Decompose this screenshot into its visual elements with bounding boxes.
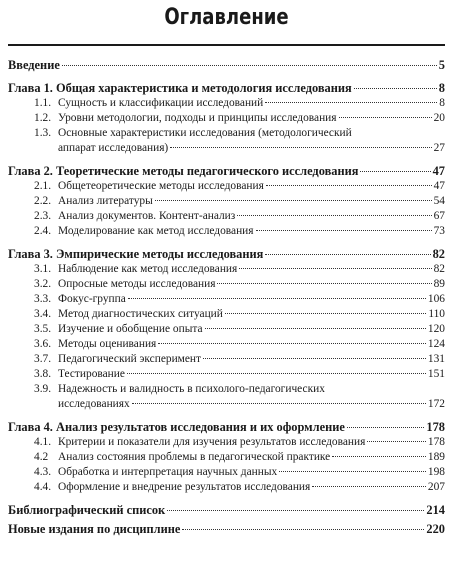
- toc-section-number: 3.8.: [34, 368, 52, 380]
- dot-leader: [205, 328, 426, 329]
- dot-leader: [367, 441, 426, 442]
- toc-section-number: 3.2.: [34, 278, 52, 290]
- toc-section-2-4[interactable]: [8, 224, 445, 239]
- toc-entry-label: Глава 2. Теоретические методы педагогического исследования: [8, 164, 359, 178]
- toc-entry-label: Методы оценивания: [58, 338, 157, 350]
- toc-page-number: 8: [439, 97, 445, 109]
- dot-leader: [266, 185, 432, 186]
- toc-page-number: 67: [433, 210, 445, 222]
- table-of-contents: [8, 58, 445, 537]
- toc-page-number: 172: [427, 398, 445, 410]
- toc-entry-label: Глава 4. Анализ результатов исследования и их оформление: [8, 420, 345, 434]
- toc-page-number: 82: [433, 263, 445, 275]
- toc-entry-label: Уровни методологии, подходы и принципы исследования: [58, 112, 337, 124]
- toc-section-2-1[interactable]: [8, 179, 445, 194]
- toc-section-3-2[interactable]: [8, 277, 445, 292]
- toc-entry-new-editions[interactable]: [8, 522, 445, 537]
- toc-entry-label: Наблюдение как метод исследования: [58, 263, 238, 275]
- dot-leader: [265, 254, 430, 255]
- dot-leader: [127, 373, 426, 374]
- toc-section-number: 1.3.: [34, 127, 52, 139]
- toc-entry-label: Анализ документов. Контент-анализ: [58, 210, 236, 222]
- toc-chapter-3[interactable]: [8, 247, 445, 262]
- toc-section-number: 4.2: [34, 451, 49, 463]
- dot-leader: [128, 298, 426, 299]
- toc-entry-label: Моделирование как метод исследования: [58, 225, 254, 237]
- toc-entry-label: Сущность и классификации исследований: [58, 97, 264, 109]
- dot-leader: [170, 147, 431, 148]
- toc-entry-label: Надежность и валидность в психолого-педагогических: [58, 383, 325, 395]
- toc-entry-label: Основные характеристики исследования (методологический: [58, 127, 352, 139]
- toc-section-1-3[interactable]: [8, 126, 445, 156]
- toc-entry-label: Глава 3. Эмпирические методы исследования: [8, 247, 264, 261]
- dot-leader: [360, 171, 430, 172]
- toc-entry-label: Метод диагностических ситуаций: [58, 308, 223, 320]
- toc-page-number: 20: [433, 112, 445, 124]
- toc-section-3-7[interactable]: [8, 352, 445, 367]
- dot-leader: [132, 403, 426, 404]
- page-title: Оглавление: [164, 5, 289, 30]
- toc-entry-label: Оформление и внедрение результатов исследования: [58, 481, 311, 493]
- dot-leader: [225, 313, 426, 314]
- toc-section-3-3[interactable]: [8, 292, 445, 307]
- toc-page-number: 151: [427, 368, 445, 380]
- toc-entry-label: Библиографический список: [8, 503, 166, 517]
- toc-page-number: 120: [427, 323, 445, 335]
- toc-page-number: 189: [427, 451, 445, 463]
- toc-entry-label: Новые издания по дисциплине: [8, 522, 181, 536]
- toc-section-number: 3.5.: [34, 323, 52, 335]
- toc-section-number: 4.3.: [34, 466, 52, 478]
- toc-chapter-1[interactable]: [8, 81, 445, 96]
- toc-entry-label: Педагогический эксперимент: [58, 353, 202, 365]
- toc-page-number: 54: [433, 195, 445, 207]
- toc-section-2-3[interactable]: [8, 209, 445, 224]
- dot-leader: [354, 88, 437, 89]
- toc-section-number: 4.4.: [34, 481, 52, 493]
- toc-entry-label: Критерии и показатели для изучения результатов исследования: [58, 436, 366, 448]
- toc-entry-label: Анализ состояния проблемы в педагогической практике: [58, 451, 331, 463]
- toc-page-number: 124: [427, 338, 445, 350]
- toc-entry-label: Изучение и обобщение опыта: [58, 323, 203, 335]
- dot-leader: [158, 343, 426, 344]
- toc-chapter-4[interactable]: [8, 420, 445, 435]
- toc-entry-label: Опросные методы исследования: [58, 278, 216, 290]
- toc-section-4-1[interactable]: [8, 435, 445, 450]
- toc-section-4-4[interactable]: [8, 480, 445, 495]
- toc-page-number: 220: [426, 522, 445, 536]
- toc-entry-label: Введение: [8, 58, 60, 72]
- toc-entry-label: Фокус-группа: [58, 293, 126, 305]
- dot-leader: [62, 65, 437, 66]
- toc-section-number: 2.1.: [34, 180, 52, 192]
- toc-section-number: 2.3.: [34, 210, 52, 222]
- toc-page-number: 198: [427, 466, 445, 478]
- toc-section-3-1[interactable]: [8, 262, 445, 277]
- dot-leader: [182, 529, 424, 530]
- dot-leader: [256, 230, 432, 231]
- toc-section-3-9[interactable]: [8, 382, 445, 412]
- toc-page-number: 82: [432, 247, 445, 261]
- toc-section-number: 3.1.: [34, 263, 52, 275]
- toc-section-number: 1.1.: [34, 97, 52, 109]
- toc-section-number: 3.6.: [34, 338, 52, 350]
- toc-section-3-6[interactable]: [8, 337, 445, 352]
- toc-section-3-4[interactable]: [8, 307, 445, 322]
- toc-section-number: 1.2.: [34, 112, 52, 124]
- toc-section-4-3[interactable]: [8, 465, 445, 480]
- dot-leader: [217, 283, 431, 284]
- toc-entry-label: Глава 1. Общая характеристика и методология исследования: [8, 81, 352, 95]
- dot-leader: [265, 102, 437, 103]
- toc-entry-intro[interactable]: [8, 58, 445, 73]
- toc-section-number: 2.4.: [34, 225, 52, 237]
- toc-page-number: 47: [432, 164, 445, 178]
- toc-section-3-5[interactable]: [8, 322, 445, 337]
- toc-section-2-2[interactable]: [8, 194, 445, 209]
- toc-entry-label: Общетеоретические методы исследования: [58, 180, 264, 192]
- toc-page-number: 214: [426, 503, 445, 517]
- toc-entry-label: Тестирование: [58, 368, 125, 380]
- toc-section-number: 4.1.: [34, 436, 52, 448]
- toc-page-number: 178: [427, 436, 445, 448]
- toc-page-number: 47: [433, 180, 445, 192]
- toc-entry-label-continued: исследованиях: [58, 398, 130, 410]
- toc-section-4-2[interactable]: [8, 450, 445, 465]
- dot-leader: [312, 486, 426, 487]
- toc-page-number: 89: [433, 278, 445, 290]
- dot-leader: [203, 358, 426, 359]
- dot-leader: [332, 456, 426, 457]
- toc-section-1-1[interactable]: [8, 96, 445, 111]
- toc-page-number: 73: [433, 225, 445, 237]
- dot-leader: [167, 510, 424, 511]
- dot-leader: [339, 117, 432, 118]
- toc-page-number: 8: [438, 81, 445, 95]
- toc-section-number: 2.2.: [34, 195, 52, 207]
- toc-section-number: 3.9.: [34, 383, 52, 395]
- title-rule: [8, 44, 445, 46]
- toc-section-number: 3.3.: [34, 293, 52, 305]
- toc-page-number: 5: [438, 58, 445, 72]
- dot-leader: [239, 268, 431, 269]
- toc-section-1-2[interactable]: [8, 111, 445, 126]
- dot-leader: [237, 215, 431, 216]
- dot-leader: [347, 427, 425, 428]
- toc-section-3-8[interactable]: [8, 367, 445, 382]
- toc-page-number: 27: [433, 142, 445, 154]
- toc-entry-bibliography[interactable]: [8, 503, 445, 518]
- toc-entry-label: Анализ литературы: [58, 195, 153, 207]
- toc-page-number: 110: [428, 308, 445, 320]
- toc-section-number: 3.7.: [34, 353, 52, 365]
- toc-section-number: 3.4.: [34, 308, 52, 320]
- toc-page-number: 207: [427, 481, 445, 493]
- toc-page-number: 106: [427, 293, 445, 305]
- toc-page-number: 131: [427, 353, 445, 365]
- toc-chapter-2[interactable]: [8, 164, 445, 179]
- dot-leader: [155, 200, 432, 201]
- dot-leader: [279, 471, 426, 472]
- toc-page-number: 178: [426, 420, 445, 434]
- toc-entry-label: Обработка и интерпретация научных данных: [58, 466, 278, 478]
- toc-entry-label-continued: аппарат исследования): [58, 142, 169, 154]
